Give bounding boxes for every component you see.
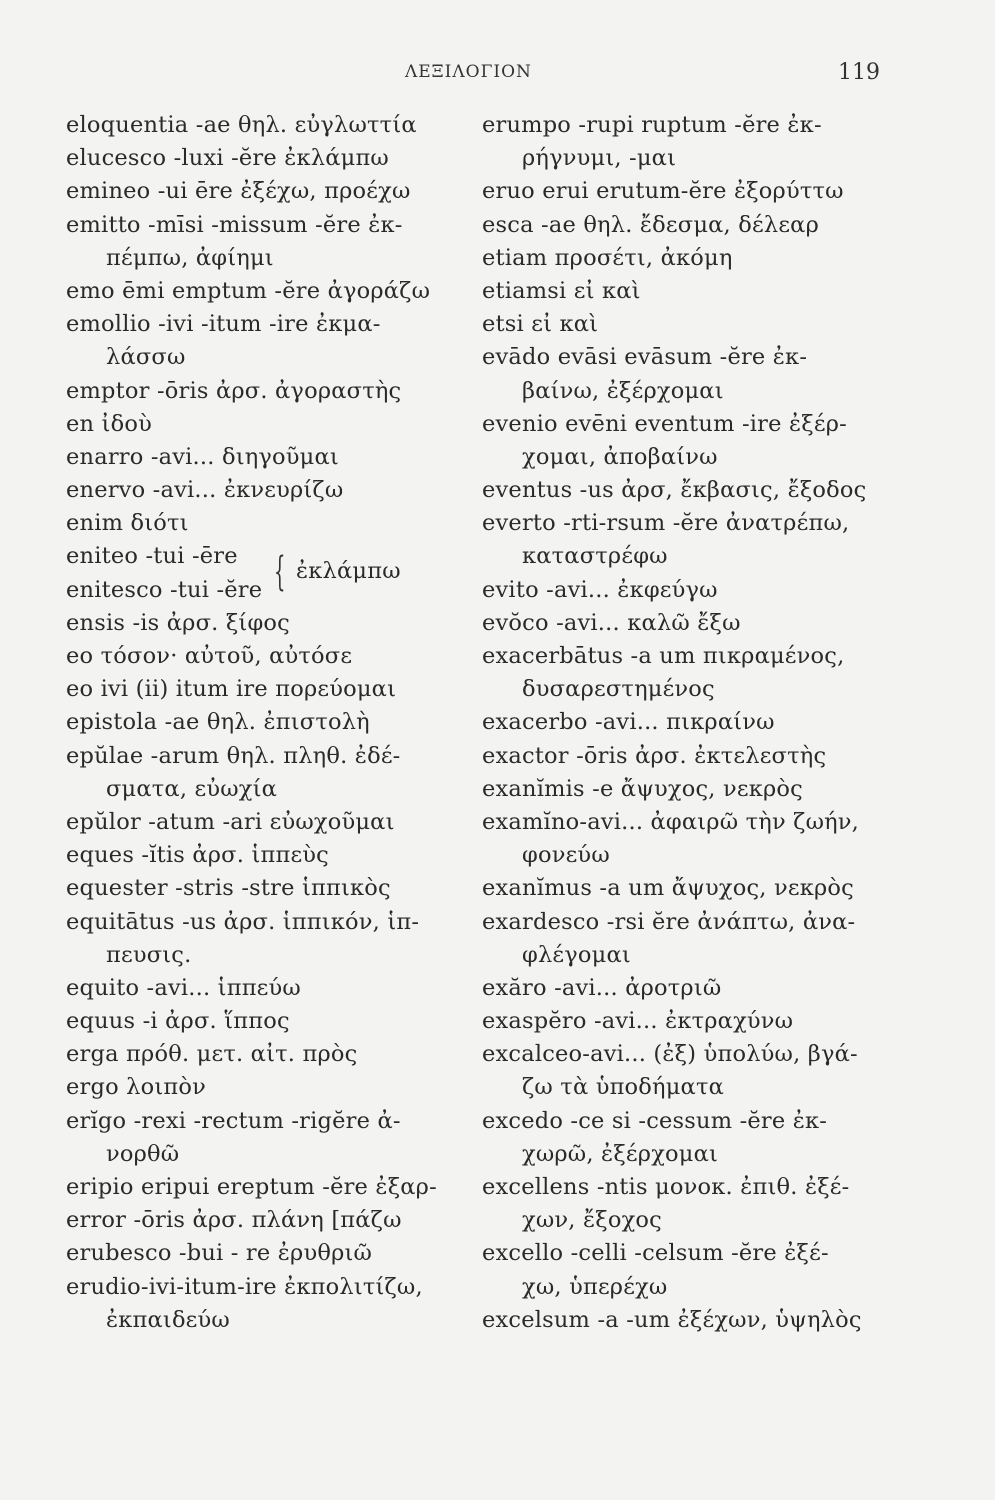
- entry-continuation-line: νορθῶ: [106, 1140, 180, 1167]
- dictionary-entry: emineo -ui ēre ἐξέχω, προέχω: [66, 178, 411, 205]
- dictionary-entry: equitātus -us ἀρσ. ἱππικόν, ἱπ-: [66, 908, 420, 935]
- dictionary-entry: exacerbo -avi... πικραίνω: [482, 709, 775, 736]
- dictionary-entry: enervo -avi... ἐκνευρίζω: [66, 477, 344, 504]
- entry-continuation-line: σματα, εὐωχία: [106, 775, 278, 802]
- dictionary-entry: elucesco -luxi -ĕre ἐκλάμπω: [66, 145, 389, 172]
- entry-continuation-line: χω, ὑπερέχω: [522, 1273, 668, 1300]
- dictionary-entry: emptor -ōris ἀρσ. ἀγοραστὴς: [66, 377, 402, 404]
- entry-continuation-line: βαίνω, ἐξέρχομαι: [522, 377, 724, 404]
- right-column: [482, 109, 882, 1337]
- dictionary-entry: exaspĕro -avi... ἐκτραχύνω: [482, 1008, 794, 1035]
- entry-continuation-line: χομαι, ἀποβαίνω: [522, 443, 718, 470]
- dictionary-entry: evito -avi... ἐκφεύγω: [482, 576, 718, 603]
- dictionary-entry: excedo -ce si -cessum -ĕre ἐκ-: [482, 1107, 828, 1134]
- dictionary-entry: epŭlor -atum -ari εὐωχοῦμαι: [66, 808, 395, 835]
- dictionary-entry: etsi εἰ καὶ: [482, 311, 599, 338]
- dictionary-entry: erĭgo -rexi -rectum -rigĕre ἀ-: [66, 1107, 401, 1134]
- entry-continuation-line: ρήγνυμι, -μαι: [522, 145, 677, 172]
- dictionary-entry: equester -stris -stre ἱππικὸς: [66, 875, 391, 902]
- dictionary-entry: examĭno-avi... ἀφαιρῶ τὴν ζωήν,: [482, 808, 860, 835]
- dictionary-entry: excelsum -a -um ἐξέχων, ὑψηλὸς: [482, 1306, 862, 1333]
- entry-continuation-line: καταστρέφω: [522, 543, 668, 570]
- brace-entry-group: [66, 540, 466, 606]
- dictionary-entry: emitto -mīsi -missum -ĕre ἐκ-: [66, 211, 403, 238]
- dictionary-entry: en ἰδοὺ: [66, 410, 152, 437]
- dictionary-entry: esca -ae θηλ. ἔδεσμα, δέλεαρ: [482, 211, 820, 238]
- dictionary-entry: emollio -ivi -itum -ire ἐκμα-: [66, 311, 381, 338]
- dictionary-entry: erubesco -bui - re ἐρυθριῶ: [66, 1240, 373, 1267]
- dictionary-entry: erudio-ivi-itum-ire ἐκπολιτίζω,: [66, 1273, 423, 1300]
- entry-continuation-line: δυσαρεστημένος: [522, 676, 715, 703]
- curly-brace: {: [274, 549, 286, 596]
- dictionary-entry: etiam προσέτι, ἀκόμη: [482, 244, 733, 271]
- right-entries: [482, 109, 882, 1337]
- dictionary-entry: enarro -avi... διηγοῦμαι: [66, 443, 339, 470]
- dictionary-entry: exanĭmis -e ἄψυχος, νεκρὸς: [482, 775, 803, 802]
- dictionary-entry: etiamsi εἰ καὶ: [482, 277, 641, 304]
- dictionary-entry: excello -celli -celsum -ĕre ἐξέ-: [482, 1240, 829, 1267]
- left-entries-before-brace: [66, 109, 466, 540]
- entry-continuation-line: λάσσω: [106, 344, 186, 371]
- entry-continuation-line: φλέγομαι: [522, 941, 631, 968]
- dictionary-entry: exacerbātus -a um πικραμένος,: [482, 643, 845, 669]
- dictionary-entry: eripio eripui ereptum -ĕre ἐξαρ-: [66, 1174, 437, 1201]
- entry-continuation-line: χωρῶ, ἐξέρχομαι: [522, 1140, 719, 1167]
- dictionary-entry: epŭlae -arum θηλ. πληθ. ἐδέ-: [66, 742, 401, 769]
- brace-shared-translation: ἐκλάμπω: [296, 558, 401, 585]
- entry-continuation-line: πευσις.: [106, 941, 192, 968]
- entry-continuation-line: χων, ἔξοχος: [522, 1207, 662, 1234]
- dictionary-entry: emo ēmi emptum -ĕre ἀγοράζω: [66, 277, 431, 304]
- dictionary-entry: equus -i ἀρσ. ἵππος: [66, 1008, 290, 1035]
- dictionary-entry: eventus -us ἀρσ, ἔκβασις, ἔξοδος: [482, 477, 867, 504]
- dictionary-entry: excellens -ntis μονοκ. ἐπιθ. ἐξέ-: [482, 1174, 850, 1200]
- dictionary-entry: epistola -ae θηλ. ἐπιστολὴ: [66, 709, 370, 736]
- entry-continuation-line: ἐκπαιδεύω: [106, 1306, 230, 1333]
- dictionary-entry: eruo erui erutum-ĕre ἐξορύττω: [482, 178, 844, 205]
- left-entries-after-brace: [66, 607, 466, 1337]
- dictionary-entry: enim διότι: [66, 510, 189, 537]
- dictionary-entry: equito -avi... ἱππεύω: [66, 974, 301, 1001]
- dictionary-entry: eo ivi (ii) itum ire πορεύομαι: [66, 676, 397, 703]
- dictionary-entry: eques -ĭtis ἀρσ. ἱππεὺς: [66, 842, 329, 869]
- page-number: 119: [838, 60, 880, 85]
- running-head: [0, 60, 995, 88]
- dictionary-entry: exăro -avi... ἀροτριῶ: [482, 974, 722, 1001]
- dictionary-entry: exardesco -rsi ĕre ἀνάπτω, ἀνα-: [482, 908, 856, 935]
- dictionary-entry: excalceo-avi... (ἐξ) ὑπολύω, βγά-: [482, 1041, 858, 1068]
- entry-continuation-line: ζω τὰ ὑποδήματα: [522, 1074, 724, 1101]
- dictionary-entry: evenio evēni eventum -ire ἐξέρ-: [482, 410, 847, 437]
- brace-entry-line: eniteo -tui -ēre: [66, 543, 238, 570]
- dictionary-entry: exactor -ōris ἀρσ. ἐκτελεστὴς: [482, 742, 827, 769]
- dictionary-entry: exanĭmus -a um ἄψυχος, νεκρὸς: [482, 875, 854, 902]
- dictionary-entry: eloquentia -ae θηλ. εὐγλωττία: [66, 112, 417, 138]
- dictionary-entry: evādo evāsi evāsum -ĕre ἐκ-: [482, 344, 808, 371]
- dictionary-entry: erga πρόθ. μετ. αἰτ. πρὸς: [66, 1041, 358, 1068]
- dictionary-entry: ergo λοιπὸν: [66, 1074, 207, 1101]
- dictionary-entry: error -ōris ἀρσ. πλάνη [πάζω: [66, 1207, 402, 1234]
- dictionary-entry: evŏco -avi... καλῶ ἔξω: [482, 609, 741, 636]
- dictionary-entry: eo τόσον· αὐτοῦ, αὐτόσε: [66, 643, 353, 670]
- page-title: ΛΕΞΙΛΟΓΙΟΝ: [405, 62, 532, 82]
- dictionary-entry: erumpo -rupi ruptum -ĕre ἐκ-: [482, 112, 822, 138]
- dictionary-entry: ensis -is ἀρσ. ξίφος: [66, 609, 290, 636]
- brace-entry-line: enitesco -tui -ĕre: [66, 576, 263, 603]
- dictionary-entry: everto -rti-rsum -ĕre ἀνατρέπω,: [482, 510, 850, 537]
- entry-continuation-line: φονεύω: [522, 842, 610, 869]
- left-column: [66, 109, 466, 1337]
- entry-continuation-line: πέμπω, ἀφίημι: [106, 244, 274, 271]
